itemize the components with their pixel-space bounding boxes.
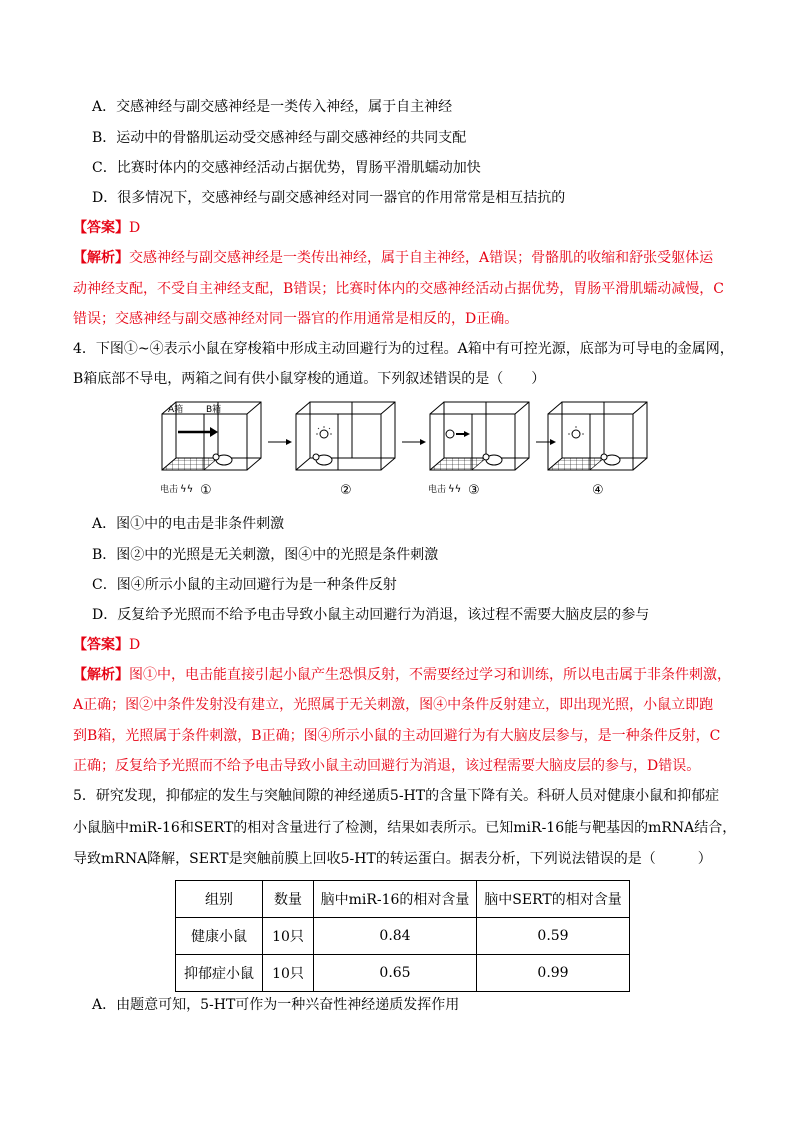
table-cell: 0.59 <box>477 918 630 955</box>
q3-option-a: A．交感神经与副交感神经是一类传入神经，属于自主神经 <box>92 99 453 115</box>
q4-option-b: B．图②中的光照是无关刺激，图④中的光照是条件刺激 <box>92 547 439 563</box>
table-header-row <box>176 881 630 918</box>
analysis-tag: 【解析】 <box>73 250 129 266</box>
q3-option-c: C．比赛时体内的交感神经活动占据优势，胃肠平滑肌蠕动加快 <box>92 160 481 176</box>
table-header-cell: 组别 <box>176 881 263 918</box>
table-header-cell: 脑中SERT的相对含量 <box>477 881 630 918</box>
q3-option-b: B．运动中的骨骼肌运动受交感神经与副交感神经的共同支配 <box>92 130 467 146</box>
q3-answer <box>73 218 140 238</box>
q3-analysis-line-2: 动神经支配，不受自主神经支配，B错误；比赛时体内的交感神经活动占据优势，胃肠平滑肌蠕动减慢，C <box>73 281 724 297</box>
panel-4 <box>548 402 647 498</box>
answer-tag: 【答案】 <box>73 220 129 236</box>
table-row <box>176 955 630 992</box>
svg-text:ϟϟ: ϟϟ <box>180 484 194 495</box>
q4-stem-line-2: B箱底部不导电，两箱之间有供小鼠穿梭的通道。下列叙述错误的是（ ） <box>73 371 546 387</box>
q4-analysis-line-1: 【解析】图①中，电击能直接引起小鼠产生恐惧反射，不需要经过学习和训练，所以电击属于非条件刺激， <box>73 667 731 683</box>
table-cell: 0.84 <box>314 918 477 955</box>
arrow-2-to-3 <box>402 439 426 445</box>
panel-3 <box>428 402 529 498</box>
q4-analysis-line-4: 正确；反复给予光照而不给予电击导致小鼠主动回避行为消退，该过程需要大脑皮层的参与，D错误。 <box>73 758 701 774</box>
q5-option-a: A．由题意可知，5-HT可作为一种兴奋性神经递质发挥作用 <box>92 997 460 1013</box>
shock-label: 电击 <box>160 485 179 495</box>
arrow-1-to-2 <box>268 439 292 445</box>
q3-analysis-line-3: 错误；交感神经与副交感神经对同一器官的作用通常是相反的，D正确。 <box>73 311 519 327</box>
q3-option-d: D．很多情况下，交感神经与副交感神经对同一器官的作用常常是相互拮抗的 <box>92 190 566 206</box>
q4-option-d: D．反复给予光照而不给予电击导致小鼠主动回避行为消退，该过程不需要大脑皮层的参与 <box>92 607 650 623</box>
answer-value: D <box>129 637 141 653</box>
q4-option-a: A．图①中的电击是非条件刺激 <box>92 516 285 532</box>
q5-stem-line-3: 导致mRNA降解，SERT是突触前膜上回收5-HT的转运蛋白。据表分析，下列说法错误的是（ ） <box>73 851 712 867</box>
shuttle-box-figure <box>160 400 650 500</box>
table-row <box>176 918 630 955</box>
table-header-cell: 数量 <box>263 881 314 918</box>
panel-number-3: ③ <box>468 483 480 498</box>
panel-number-1: ① <box>200 483 212 498</box>
table-cell: 抑郁症小鼠 <box>176 955 263 992</box>
q5-data-table <box>175 880 630 992</box>
box-a-label: A箱 <box>168 405 184 415</box>
table-cell: 健康小鼠 <box>176 918 263 955</box>
q5-stem-line-2: 小鼠脑中miR-16和SERT的相对含量进行了检测，结果如表所示。已知miR-16能与靶基因的mRNA结合， <box>73 820 737 836</box>
table-header-cell: 脑中miR-16的相对含量 <box>314 881 477 918</box>
panel-1 <box>160 402 261 498</box>
q5-stem-line-1: 5．研究发现，抑郁症的发生与突触间隙的神经递质5-HT的含量下降有关。科研人员对健康小鼠和抑郁症 <box>73 788 720 804</box>
q4-analysis-line-2: A正确；图②中条件发射没有建立，光照属于无关刺激，图④中条件反射建立，即出现光照，小鼠立即跑 <box>73 697 714 713</box>
panel-number-4: ④ <box>592 483 604 498</box>
q4-answer <box>73 635 140 655</box>
q4-analysis-line-3: 到B箱，光照属于条件刺激，B正确；图④所示小鼠的主动回避行为有大脑皮层参与，是一种条件反射，C <box>73 728 721 744</box>
svg-text:ϟϟ: ϟϟ <box>448 484 462 495</box>
table-cell: 10只 <box>263 918 314 955</box>
q3-analysis-line-1: 【解析】交感神经与副交感神经是一类传出神经，属于自主神经，A错误；骨骼肌的收缩和舒张受躯体运 <box>73 250 714 266</box>
answer-value: D <box>129 220 141 236</box>
panel-2 <box>296 402 395 498</box>
q4-option-c: C．图④所示小鼠的主动回避行为是一种条件反射 <box>92 577 397 593</box>
table-cell: 0.65 <box>314 955 477 992</box>
arrow-3-to-4 <box>536 439 556 445</box>
answer-tag: 【答案】 <box>73 637 129 653</box>
table-cell: 10只 <box>263 955 314 992</box>
table-cell: 0.99 <box>477 955 630 992</box>
panel-number-2: ② <box>340 483 352 498</box>
box-b-label: B箱 <box>206 405 222 415</box>
analysis-tag: 【解析】 <box>73 667 129 683</box>
svg-text:电击: 电击 <box>428 485 447 495</box>
q4-stem-line-1: 4．下图①~④表示小鼠在穿梭箱中形成主动回避行为的过程。A箱中有可控光源，底部为可导电的金属网， <box>73 341 734 357</box>
